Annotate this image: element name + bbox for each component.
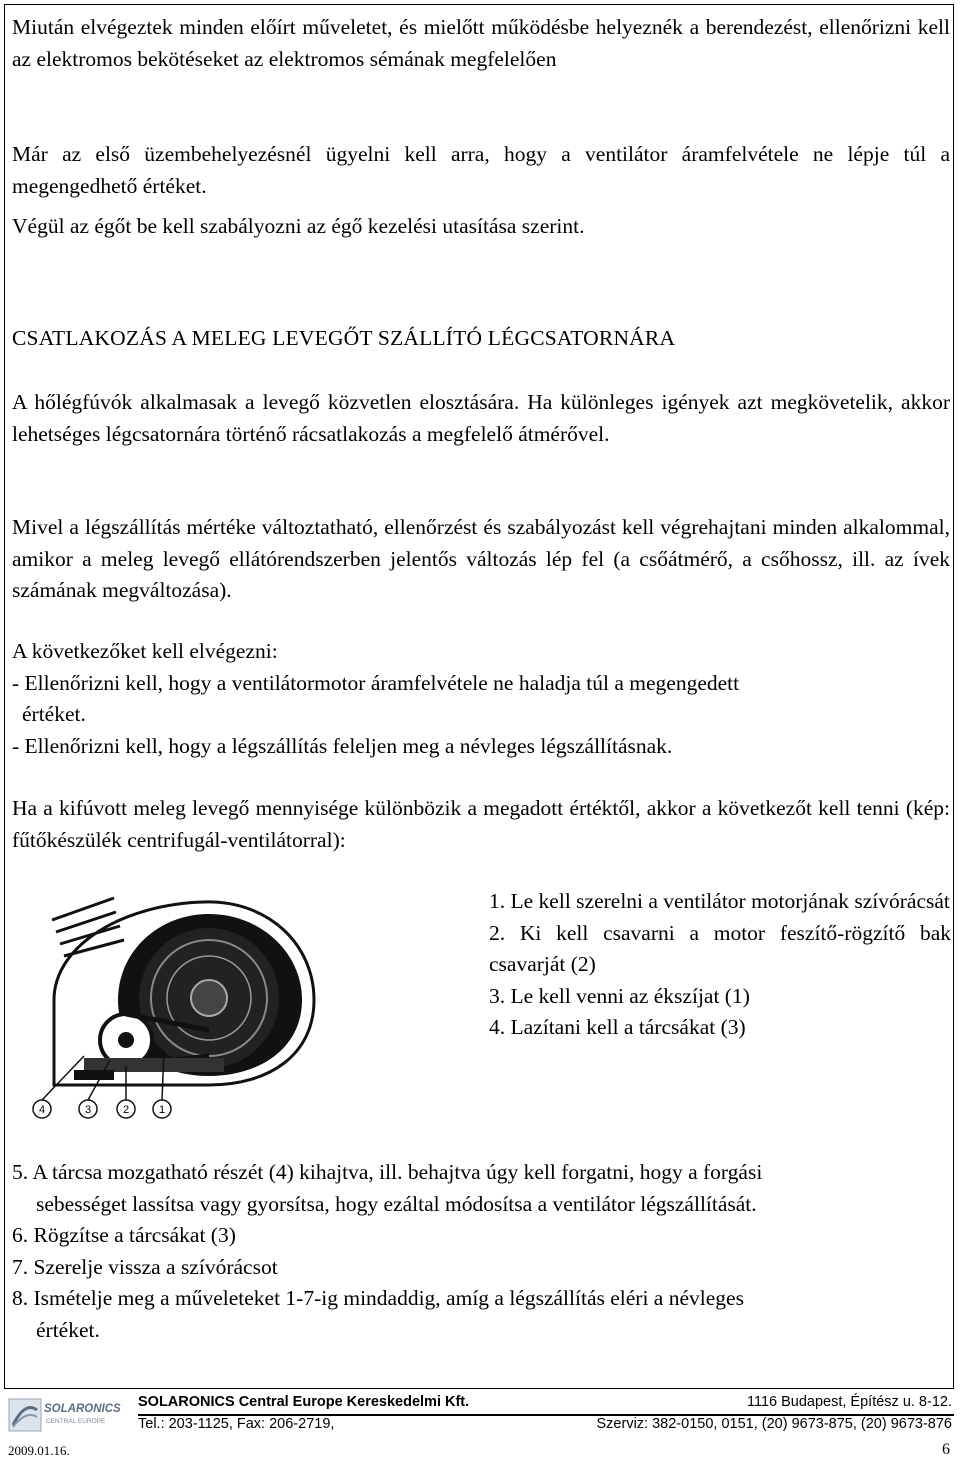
callout-3: 3	[84, 1104, 92, 1116]
callout-1: 1	[158, 1104, 166, 1116]
footer-date: 2009.01.16.	[8, 1443, 70, 1458]
centrifugal-fan-figure	[14, 880, 334, 1125]
step-5-cont: sebességet lassítsa vagy gyorsítsa, hogy ezáltal módosítsa a ventilátor légszállítását.	[36, 1191, 757, 1216]
paragraph-first-start: Már az első üzembehelyezésnél ügyelni kell arra, hogy a ventilátor áramfelvétele ne lépje túl a megengedhető értéket.	[12, 142, 950, 198]
step-8: 8. Ismételje meg a műveleteket 1-7-ig mindaddig, amíg a légszállítás eléri a névleges	[12, 1286, 744, 1310]
step-3: 3. Le kell venni az ékszíjat (1)	[489, 983, 750, 1008]
callout-4: 4	[38, 1104, 46, 1116]
checklist-item-airflow: - Ellenőrizni kell, hogy a légszállítás feleljen meg a névleges légszállításnak.	[12, 733, 673, 758]
footer-address: 1116 Budapest, Építész u. 8-12.	[746, 1394, 952, 1410]
footer-service: Szerviz: 382-0150, 0151, (20) 9673-875, (20) 9673-876	[596, 1416, 952, 1432]
footer-phone: Tel.: 203-1125, Fax: 206-2719,	[138, 1416, 335, 1432]
step-7: 7. Szerelje vissza a szívórácsot	[12, 1254, 278, 1279]
paragraph-burner-adjust: Végül az égőt be kell szabályozni az égő kezelési utasítása szerint.	[12, 214, 585, 238]
logo-text: SOLARONICS	[44, 1403, 121, 1415]
paragraph-procedure-intro: Ha a kifúvott meleg levegő mennyisége különbözik a megadott értéktől, akkor a következőt kell tenni (kép: fűtőkészülék centrifugál-ventilátorral):	[12, 796, 950, 852]
step-2: 2. Ki kell csavarni a motor feszítő-rögzítő bak csavarját (2)	[489, 920, 951, 976]
step-8-cont: értéket.	[36, 1317, 100, 1342]
paragraph-distribution: A hőlégfúvók alkalmasak a levegő közvetlen elosztására. Ha különleges igények azt megkövetelik, akkor lehetséges légcsatornára történő rácsatlakozás a megfelelő átmérővel.	[12, 390, 950, 446]
callout-2: 2	[122, 1104, 130, 1116]
steps-bottom-list	[12, 1157, 952, 1346]
paragraph-electrical-check: Miután elvégeztek minden előírt műveletet, és mielőtt működésbe helyeznék a berendezést, ellenőrizni kell az elektromos bekötéseket az elektromos sémának megfelelően	[12, 15, 950, 71]
footer-company: SOLARONICS Central Europe Kereskedelmi Kft.	[138, 1394, 470, 1410]
page-number: 6	[942, 1441, 950, 1458]
logo-subtext: CENTRAL EUROPE	[46, 1418, 106, 1425]
step-6: 6. Rögzítse a tárcsákat (3)	[12, 1223, 236, 1247]
logo-mark-icon	[8, 1398, 42, 1432]
checklist-block	[12, 636, 950, 762]
paragraph-airflow-control: Mivel a légszállítás mértéke változtatható, ellenőrzést és szabályozást kell végrehajtani minden alkalommal, amikor a meleg levegő ellátórendszerben jelentős változás lép fel (a csőátmérő, a csőhossz, ill. az ívek számának megváltozása).	[12, 515, 950, 602]
company-logo	[6, 1393, 132, 1435]
steps-right-list	[489, 886, 951, 1044]
checklist-intro: A következőket kell elvégezni:	[12, 639, 278, 663]
step-5: 5. A tárcsa mozgatható részét (4) kihajtva, ill. behajtva úgy kell forgatni, hogy a forgási	[12, 1160, 763, 1184]
step-1: 1. Le kell szerelni a ventilátor motorjának szívórácsát	[489, 889, 950, 913]
step-4: 4. Lazítani kell a tárcsákat (3)	[489, 1015, 746, 1039]
checklist-item-current-cont: értéket.	[22, 702, 86, 726]
section-heading: CSATLAKOZÁS A MELEG LEVEGŐT SZÁLLÍTÓ LÉGCSATORNÁRA	[12, 326, 676, 350]
checklist-item-current: - Ellenőrizni kell, hogy a ventilátormotor áramfelvétele ne haladja túl a megengedett	[12, 670, 740, 695]
